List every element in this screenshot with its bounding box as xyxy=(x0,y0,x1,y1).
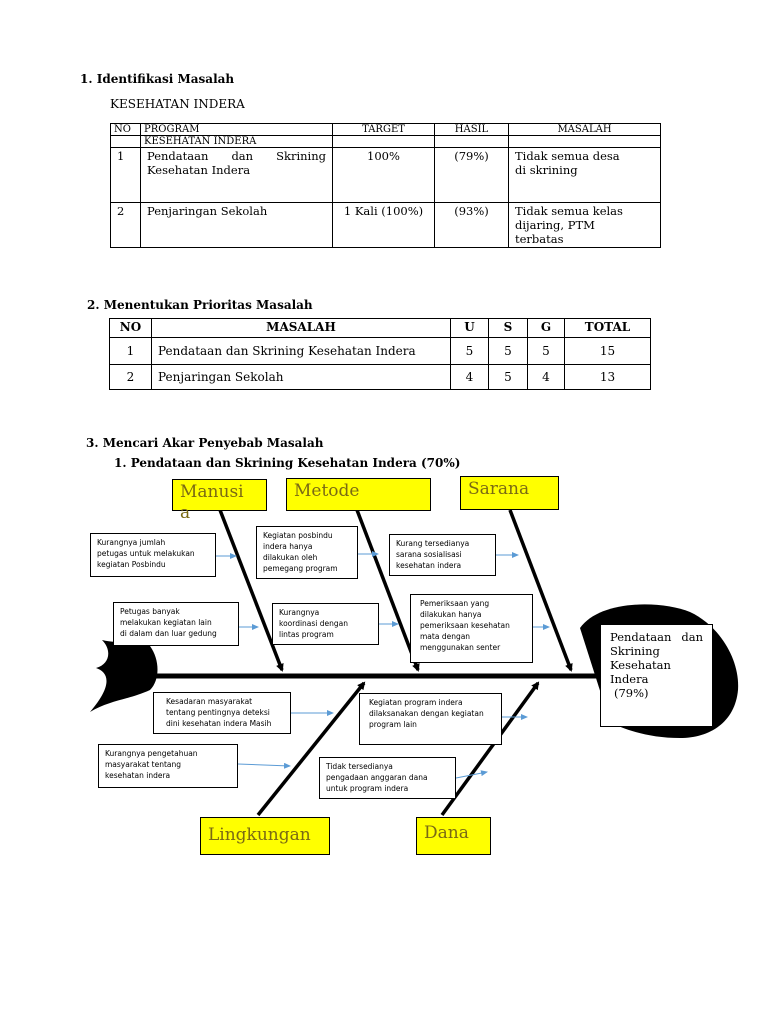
cell-u: 5 xyxy=(451,338,489,365)
cell-u: 4 xyxy=(451,365,489,390)
cell-g: 5 xyxy=(528,338,565,365)
cause-line: mata dengan xyxy=(420,632,471,641)
category-sarana: Sarana xyxy=(460,476,559,510)
cause-line: kesehatan indera xyxy=(105,771,171,780)
header-program-cont: KESEHATAN INDERA xyxy=(141,136,333,148)
category-manusia-line: a xyxy=(180,503,191,523)
cause-box-manusia-1 xyxy=(90,533,216,577)
header-masalah: MASALAH xyxy=(509,124,661,136)
cause-line: lintas program xyxy=(279,630,334,639)
effect-box xyxy=(600,624,713,727)
cause-line: di dalam dan luar gedung xyxy=(120,629,217,638)
cell-total: 13 xyxy=(565,365,651,390)
cause-line: pemegang program xyxy=(263,564,338,573)
cause-line: dilaksanakan dengan kegiatan xyxy=(369,709,484,718)
cause-line: sarana sosialisasi xyxy=(396,550,462,559)
cause-line: kegiatan Posbindu xyxy=(97,560,166,569)
cause-line: pemeriksaan kesehatan xyxy=(420,621,510,630)
header-program-label: PROGRAM xyxy=(144,124,200,135)
section-3-heading: 3. Mencari Akar Penyebab Masalah xyxy=(86,436,324,450)
category-manusia-line: Manusi xyxy=(180,482,244,502)
cell-masalah-line: di skrining xyxy=(515,163,578,177)
section-1-heading: 1. Identifikasi Masalah xyxy=(80,72,235,86)
cause-line: dilakukan hanya xyxy=(420,610,482,619)
cause-line: Petugas banyak xyxy=(120,607,180,616)
cell-s: 5 xyxy=(489,365,528,390)
cause-box-lingkungan-1 xyxy=(153,692,291,734)
category-dana: Dana xyxy=(416,817,491,855)
cell-s: 5 xyxy=(489,338,528,365)
cause-arrow xyxy=(238,764,290,766)
cause-line: petugas untuk melakukan xyxy=(97,549,195,558)
cause-box-sarana-1 xyxy=(389,534,496,576)
cause-box-metode-2 xyxy=(272,603,379,645)
header-masalah: MASALAH xyxy=(152,319,451,338)
header-u: U xyxy=(451,319,489,338)
cell-hasil: (93%) xyxy=(435,203,509,248)
cause-line: program lain xyxy=(369,720,417,729)
cause-box-lingkungan-2 xyxy=(98,744,238,788)
cause-line: untuk program indera xyxy=(326,784,409,793)
cause-line: Kegiatan posbindu xyxy=(263,531,333,540)
cause-line: dilakukan oleh xyxy=(263,553,318,562)
header-g: G xyxy=(528,319,565,338)
cause-line: Kegiatan program indera xyxy=(369,698,463,707)
cause-box-dana-1 xyxy=(359,693,502,745)
cause-box-dana-2 xyxy=(319,757,456,799)
cell-target: 1 Kali (100%) xyxy=(333,203,435,248)
cell-program-line: Pendataan dan Skrining xyxy=(147,149,326,163)
cell-masalah: Penjaringan Sekolah xyxy=(152,365,451,390)
section-1-subtitle: KESEHATAN INDERA xyxy=(110,97,245,111)
cause-line: Kurangnya xyxy=(279,608,320,617)
cause-line: tentang pentingnya deteksi xyxy=(166,708,270,717)
cell-masalah-line: dijaring, PTM xyxy=(515,218,595,232)
header-no: NO xyxy=(111,124,141,136)
cell-total: 15 xyxy=(565,338,651,365)
cause-line: indera hanya xyxy=(263,542,313,551)
cell-no: 1 xyxy=(111,148,141,203)
section-2-heading: 2. Menentukan Prioritas Masalah xyxy=(87,298,313,312)
cell-masalah: Pendataan dan Skrining Kesehatan Indera xyxy=(152,338,451,365)
cause-line: pengadaan anggaran dana xyxy=(326,773,428,782)
cell-masalah-line: terbatas xyxy=(515,232,564,246)
effect-line: Indera xyxy=(610,672,649,686)
cell-hasil: (79%) xyxy=(435,148,509,203)
cause-line: dini kesehatan indera Masih xyxy=(166,719,272,728)
header-hasil: HASIL xyxy=(435,124,509,136)
cell-masalah-line: Tidak semua kelas xyxy=(515,204,623,218)
cell-program: Penjaringan Sekolah xyxy=(141,203,333,248)
cause-box-manusia-2 xyxy=(113,602,239,646)
cause-line: Kurang tersedianya xyxy=(396,539,470,548)
header-target: TARGET xyxy=(333,124,435,136)
cause-line: Kurangnya pengetahuan xyxy=(105,749,198,758)
cause-line: Pemeriksaan yang xyxy=(420,599,490,608)
cause-line: Kesadaran masyarakat xyxy=(166,697,253,706)
cause-line: masyarakat tentang xyxy=(105,760,182,769)
cause-line: melakukan kegiatan lain xyxy=(120,618,212,627)
cell-target: 100% xyxy=(333,148,435,203)
cell-no: 1 xyxy=(110,338,152,365)
cause-box-sarana-2 xyxy=(410,594,533,663)
section-3-subheading: 1. Pendataan dan Skrining Kesehatan Indera (70%) xyxy=(114,456,461,470)
cell-no: 2 xyxy=(111,203,141,248)
cause-box-metode-1 xyxy=(256,526,358,579)
category-manusia xyxy=(172,479,267,523)
cause-line: koordinasi dengan xyxy=(279,619,349,628)
cell-program-line: Kesehatan Indera xyxy=(147,163,251,177)
cell-no: 2 xyxy=(110,365,152,390)
category-metode: Metode xyxy=(286,478,431,511)
cause-line: menggunakan senter xyxy=(420,643,501,652)
cause-line: kesehatan indera xyxy=(396,561,462,570)
cell-g: 4 xyxy=(528,365,565,390)
cause-line: Kurangnya jumlah xyxy=(97,538,166,547)
cause-line: Tidak tersedianya xyxy=(326,762,393,771)
effect-line: Skrining xyxy=(610,644,660,658)
header-no: NO xyxy=(110,319,152,338)
cell-masalah-line: Tidak semua desa xyxy=(515,149,620,163)
category-lingkungan: Lingkungan xyxy=(200,817,330,855)
header-total: TOTAL xyxy=(565,319,651,338)
effect-line: Kesehatan xyxy=(610,658,671,672)
effect-value: (79%) xyxy=(614,686,649,700)
header-s: S xyxy=(489,319,528,338)
effect-line: Pendataan dan xyxy=(610,630,703,644)
